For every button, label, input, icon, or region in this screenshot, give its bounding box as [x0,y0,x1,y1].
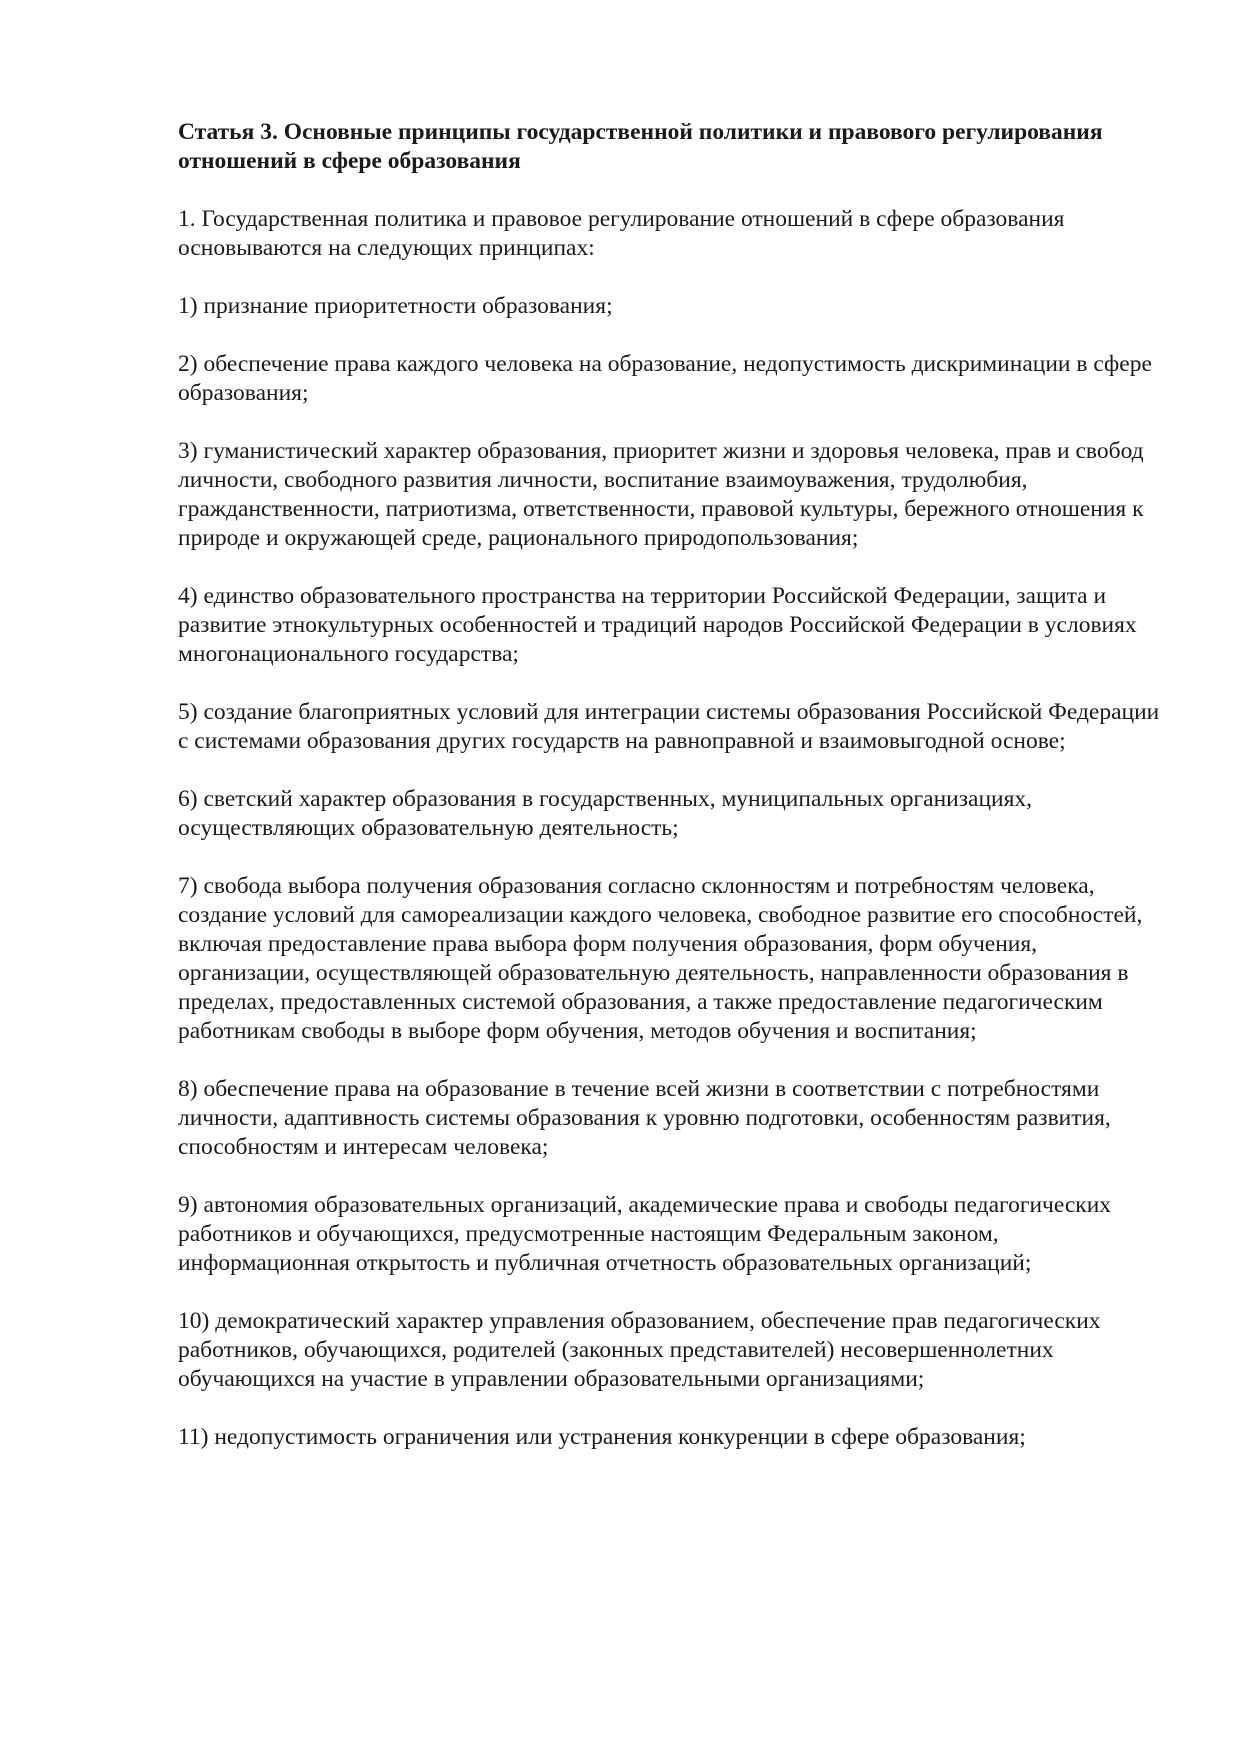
list-item: 3) гуманистический характер образования, приоритет жизни и здоровья человека, прав и свобод личности, свободного развития личности, воспитание взаимоуважения, трудолюбия, гражданственности, патриотизма, ответственности, правовой культуры, бережного отношения к природе и окружающей среде, рационального природопользования; [178,438,1144,551]
list-item: 9) автономия образовательных организаций, академические права и свободы педагогических работников и обучающихся, предусмотренные настоящим Федеральным законом, информационная открытость и публичная отчетность образовательных организаций; [178,1192,1112,1276]
list-item: 8) обеспечение права на образование в течение всей жизни в соответствии с потребностями личности, адаптивность системы образования к уровню подготовки, особенностям развития, способностям и интересам человека; [178,1076,1111,1160]
list-item: 4) единство образовательного пространства на территории Российской Федерации, защита и развитие этнокультурных особенностей и традиций народов Российской Федерации в условиях многонационального государства; [178,583,1137,667]
document-body [178,118,1168,1481]
article-title: Статья 3. Основные принципы государственной политики и правового регулирования отношений в сфере образования [178,119,1103,174]
list-item: 1) признание приоритетности образования; [178,293,613,319]
list-item: 2) обеспечение права каждого человека на образование, недопустимость дискриминации в сфере образования; [178,351,1152,406]
list-item: 10) демократический характер управления образованием, обеспечение прав педагогических работников, обучающихся, родителей (законных представителей) несовершеннолетних обучающихся на участие в управлении образовательными организациями; [178,1308,1101,1392]
intro-paragraph: 1. Государственная политика и правовое регулирование отношений в сфере образования основываются на следующих принципах: [178,206,1065,261]
list-item: 6) светский характер образования в государственных, муниципальных организациях, осуществляющих образовательную деятельность; [178,786,1033,841]
list-item: 7) свобода выбора получения образования согласно склонностям и потребностям человека, создание условий для самореализации каждого человека, свободное развитие его способностей, включая предоставление права выбора форм получения образования, форм обучения, организации, осуществляющей образовательную деятельность, направленности образования в пределах, предоставленных системой образования, а также предоставление педагогическим работникам свободы в выборе форм обучения, методов обучения и воспитания; [178,873,1143,1044]
list-item: 5) создание благоприятных условий для интеграции системы образования Российской Федерации с системами образования других государств на равноправной и взаимовыгодной основе; [178,699,1160,754]
list-item: 11) недопустимость ограничения или устранения конкуренции в сфере образования; [178,1424,1026,1450]
